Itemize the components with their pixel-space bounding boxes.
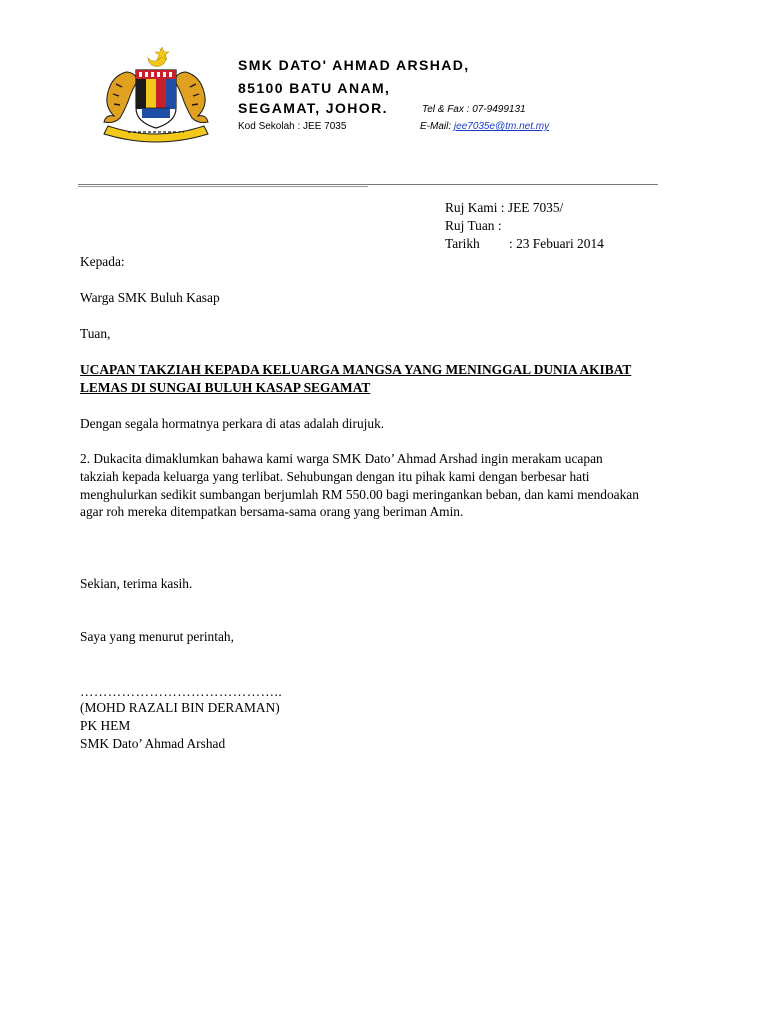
paragraph-2-line-3: menghulurkan sedikit sumbangan berjumlah RM 550.00 bagi meringankan beban, dan kami mendoakan: [80, 487, 639, 502]
left-tiger-icon: [104, 72, 138, 123]
shield-icon: [136, 70, 176, 128]
email-link[interactable]: jee7035e@tm.net.my: [453, 121, 550, 132]
address-line-2: SEGAMAT, JOHOR.: [238, 100, 388, 116]
school-name: SMK DATO' AHMAD ARSHAD,: [238, 57, 470, 73]
signature-line: ……………………………………..: [80, 684, 283, 699]
email-line: [420, 121, 549, 132]
coat-of-arms-emblem: [98, 44, 214, 144]
ref-ruj-tuan: Ruj Tuan :: [445, 218, 502, 233]
tarikh-label: Tarikh: [445, 236, 480, 251]
opening-paragraph: Dengan segala hormatnya perkara di atas adalah dirujuk.: [80, 416, 385, 431]
salutation: Tuan,: [80, 326, 111, 341]
to-label: Kepada:: [80, 254, 125, 269]
right-tiger-icon: [174, 72, 208, 123]
ref-tarikh: [445, 235, 604, 253]
school-code: Kod Sekolah : JEE 7035: [238, 121, 347, 132]
tarikh-value: : 23 Febuari 2014: [509, 236, 604, 251]
paragraph-2-line-4: agar roh mereka ditempatkan bersama-sama orang yang beriman Amin.: [80, 504, 464, 519]
letter-title-line-2: LEMAS DI SUNGAI BULUH KASAP SEGAMAT: [80, 380, 371, 395]
signatory-school: SMK Dato’ Ahmad Arshad: [80, 736, 226, 751]
under-order: Saya yang menurut perintah,: [80, 629, 234, 644]
paragraph-2-line-2: takziah kepada keluarga yang terlibat. Sehubungan dengan itu pihak kami dengan berbesar hati: [80, 469, 590, 484]
paragraph-2-line-1: 2. Dukacita dimaklumkan bahawa kami warga SMK Dato’ Ahmad Arshad ingin merakam ucapan: [80, 451, 603, 466]
signatory-name: (MOHD RAZALI BIN DERAMAN): [80, 700, 280, 715]
ref-ruj-kami: Ruj Kami : JEE 7035/: [445, 200, 564, 215]
header-divider-secondary: [78, 186, 368, 187]
header-divider: [78, 184, 658, 185]
address-line-1: 85100 BATU ANAM,: [238, 80, 391, 96]
letter-title-line-1: UCAPAN TAKZIAH KEPADA KELUARGA MANGSA YANG MENINGGAL DUNIA AKIBAT: [80, 362, 632, 377]
tel-fax: Tel & Fax : 07-9499131: [422, 104, 526, 115]
recipient: Warga SMK Buluh Kasap: [80, 290, 220, 305]
closing: Sekian, terima kasih.: [80, 576, 193, 591]
email-label: E-Mail:: [420, 121, 454, 132]
signatory-position: PK HEM: [80, 718, 131, 733]
